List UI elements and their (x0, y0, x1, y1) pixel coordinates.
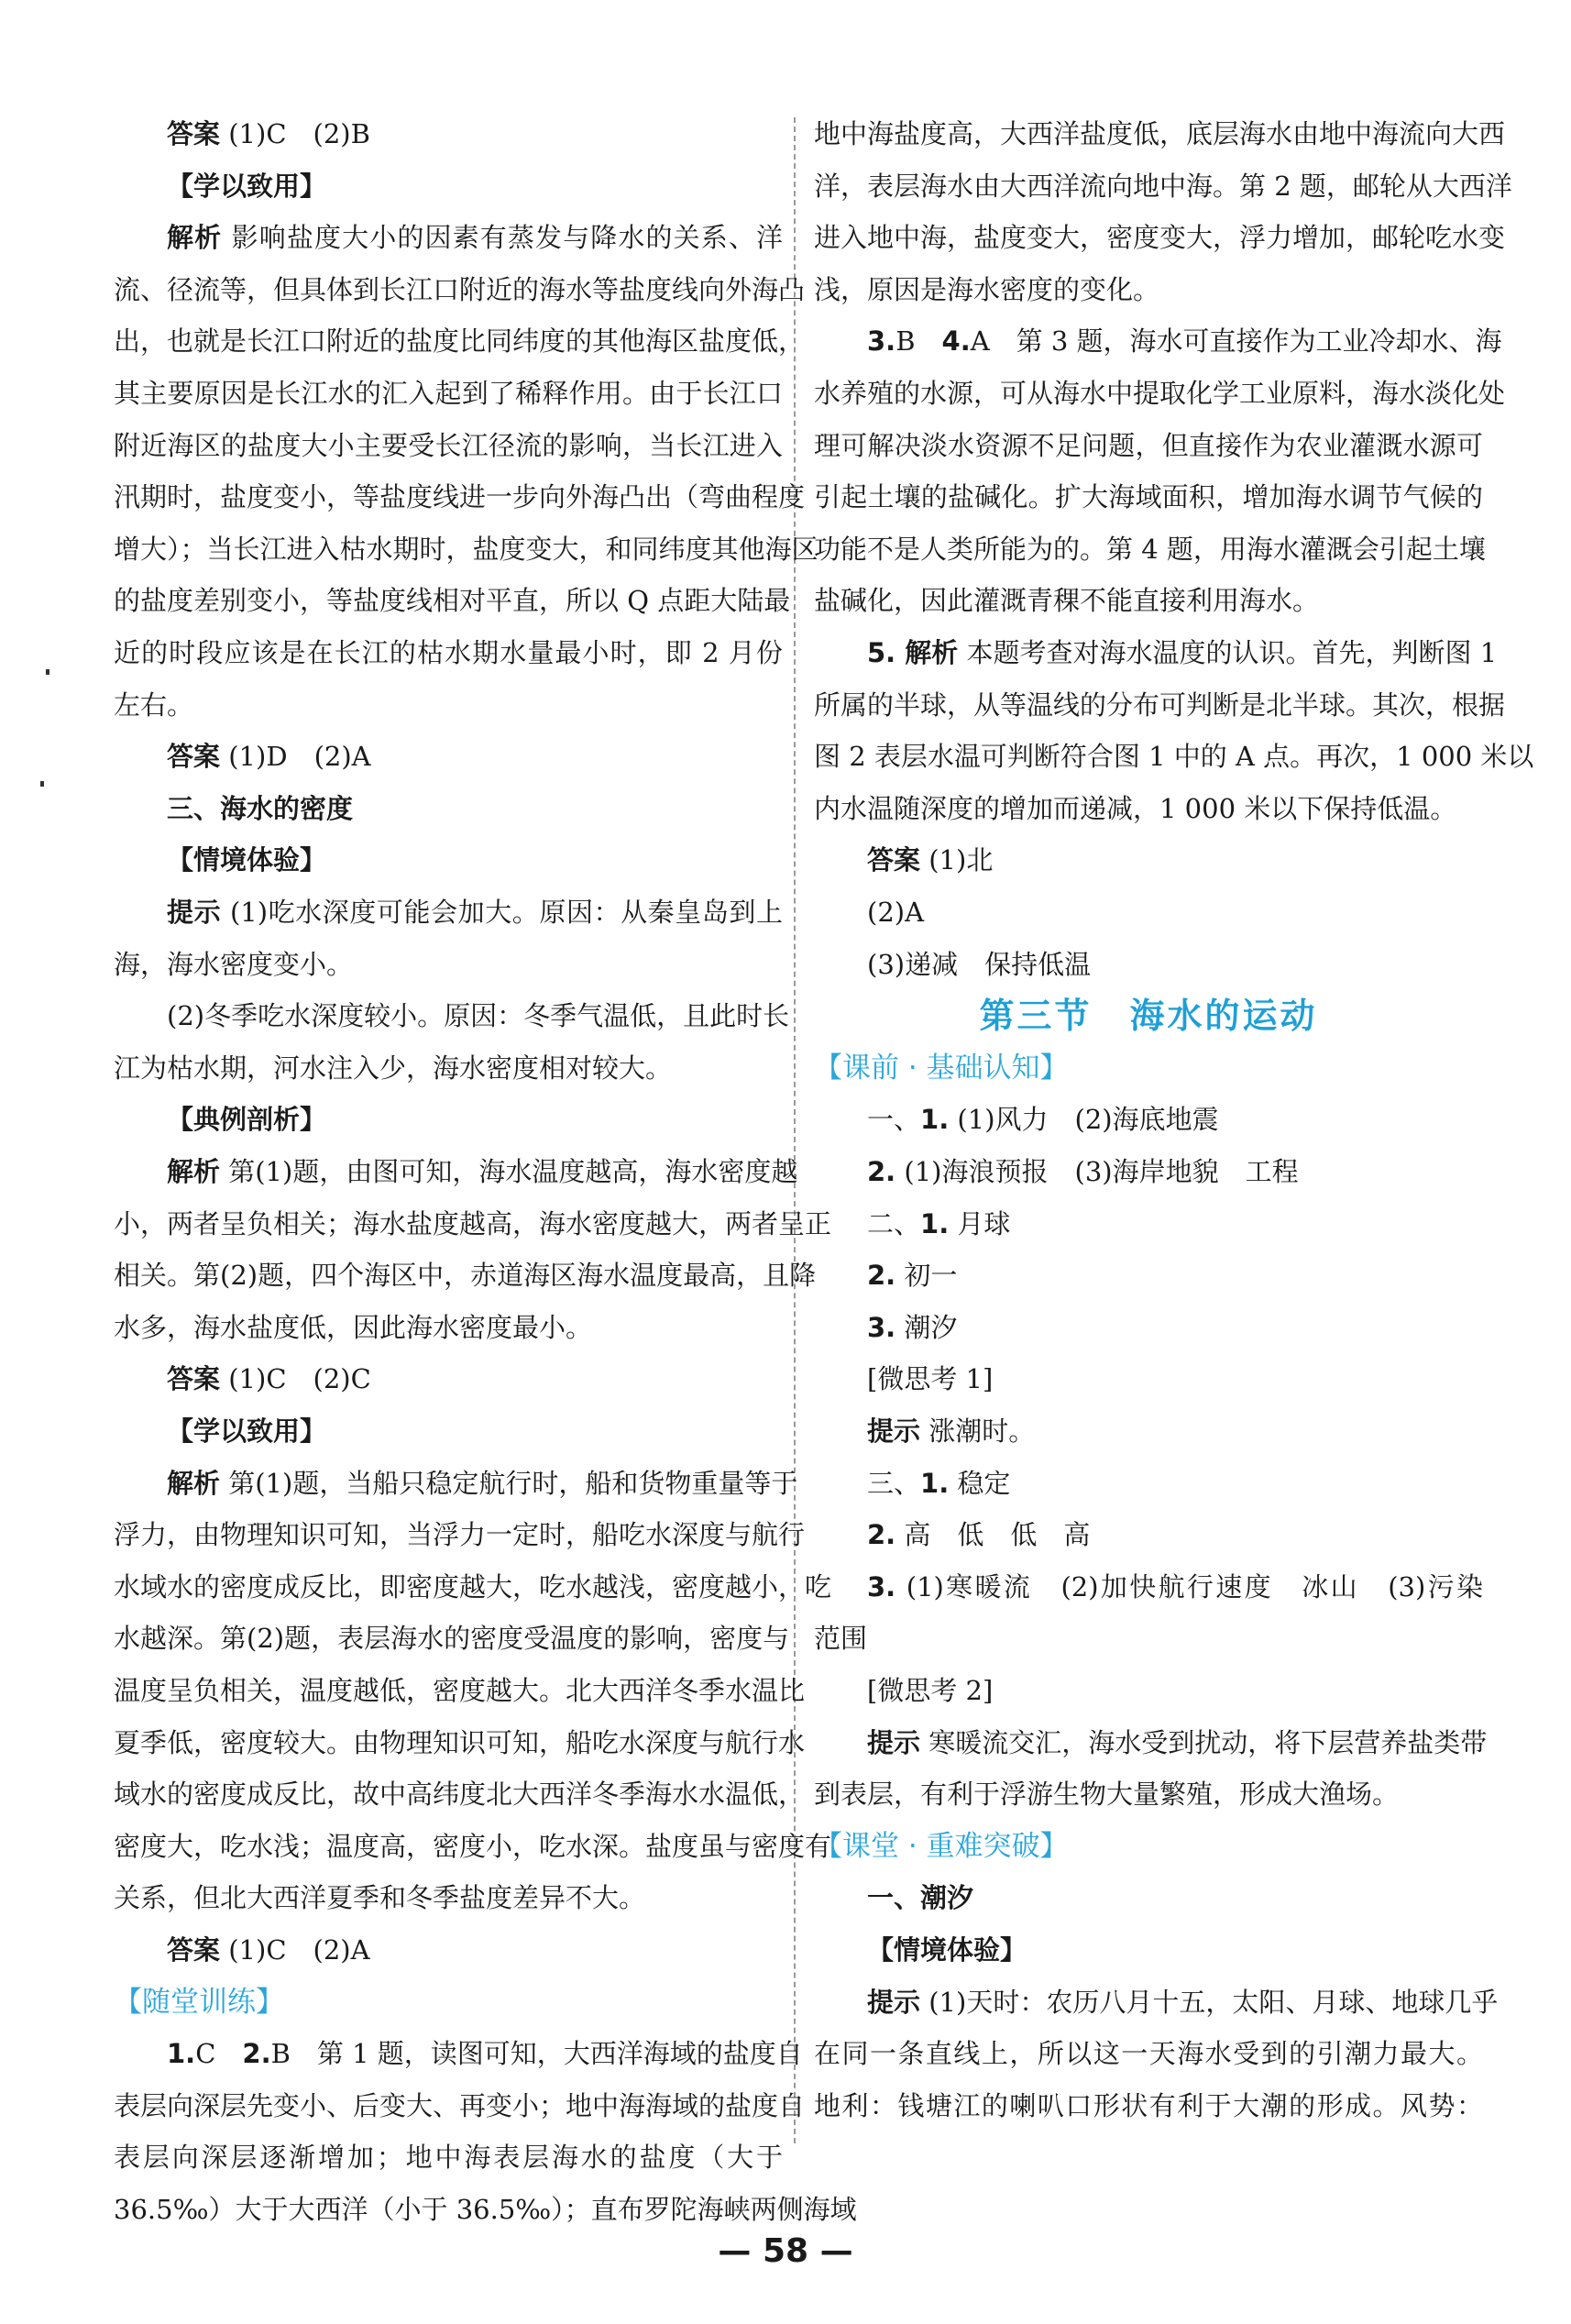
text-line (114, 1198, 832, 1250)
text-line (814, 1146, 1483, 1197)
line-text: 水养殖的水源，可从海水中提取化学工业原料，海水淡化处 (814, 378, 1506, 409)
text-line (814, 1405, 1483, 1457)
line-text: 第(1)题，由图可知，海水温度越高，海水密度越 (220, 1156, 798, 1187)
text-line (114, 1250, 817, 1301)
text-line (814, 1613, 1483, 1664)
text-line (114, 264, 806, 315)
line-text: A 第 3 题，海水可直接作为工业冷却水、海 (970, 325, 1502, 357)
text-line (814, 420, 1483, 471)
text-line (814, 523, 1486, 575)
line-text: 其主要原因是长江水的汇入起到了稀释作用。由于长江口 (114, 378, 783, 409)
line-text: B (895, 325, 942, 357)
line-text: 第(1)题，当船只稳定航行时，船和货物重量等于 (220, 1468, 798, 1499)
bold-label: 答案 (167, 118, 221, 149)
text-line (114, 1042, 783, 1094)
line-text: 三、 (867, 1468, 921, 1499)
text-line (114, 834, 783, 886)
line-text: B 第 1 题，读图可知，大西洋海域的盐度自 (270, 2038, 803, 2069)
text-line (814, 731, 1534, 782)
line-text: 密度大，吃水浅；温度高，密度小，吃水深。盐度虽与密度有 (114, 1831, 832, 1862)
line-text: [微思考 1] (867, 1363, 994, 1394)
text-line (114, 939, 783, 990)
line-text: 理可解决淡水资源不足问题，但直接作为农业灌溉水源可 (814, 430, 1483, 461)
bold-label: 【情境体验】 (167, 844, 327, 876)
text-line (114, 1872, 783, 1923)
line-text: 寒暖流交汇，海水受到扰动，将下层营养盐类带 (920, 1727, 1488, 1758)
bold-label: 答案 (867, 844, 921, 876)
line-text: 功能不是人类所能为的。第 4 题，用海水灌溉会引起土壤 (814, 534, 1486, 565)
text-line (114, 1405, 783, 1457)
text-line (114, 2080, 806, 2131)
text-line (814, 1768, 1483, 1820)
bold-label: 1. (920, 1468, 950, 1499)
text-line (814, 1458, 1483, 1509)
line-text: 域水的密度成反比，故中高纬度北大西洋冬季海水水温低， (114, 1779, 806, 1810)
line-text: 影响盐度大小的因素有蒸发与降水的关系、洋 (222, 222, 783, 253)
line-text: 到表层，有利于浮游生物大量繁殖，形成大渔场。 (814, 1779, 1400, 1810)
text-line (814, 1977, 1499, 2028)
line-text: [微思考 2] (867, 1675, 994, 1706)
text-line (114, 575, 791, 626)
bold-label: 解析 (167, 1156, 221, 1187)
bold-label: 3. (867, 325, 896, 357)
text-line (814, 1509, 1483, 1560)
line-text: 水域水的密度成反比，即密度越大，吃水越浅，密度越小，吃 (114, 1571, 832, 1603)
line-text: 出，也就是长江口附近的盐度比同纬度的其他海区盐度低， (114, 325, 806, 357)
bold-label: 提示 (867, 1987, 921, 2018)
text-line (814, 160, 1512, 212)
bold-label: 3. (867, 1312, 896, 1343)
bold-label: 3. (867, 1571, 896, 1603)
line-text: 增大）；当长江进入枯水期时，盐度变大，和同纬度其他海区 (114, 534, 818, 565)
text-line (114, 1353, 783, 1404)
line-text: 在同一条直线上，所以这一天海水受到的引潮力最大。 (814, 2038, 1483, 2069)
line-text: 地利：钱塘江的喇叭口形状有利于大潮的形成。风势： (814, 2090, 1483, 2121)
bold-label: 一、潮汐 (867, 1882, 974, 1913)
line-text: 相关。第(2)题，四个海区中，赤道海区海水温度最高，且降 (114, 1260, 817, 1291)
text-line (814, 627, 1498, 678)
line-text: 夏季低，密度较大。由物理知识可知，船吃水深度与航行水 (114, 1727, 806, 1758)
line-text: 流、径流等，但具体到长江口附近的海水等盐度线向外海凸 (114, 274, 806, 305)
text-line (114, 523, 818, 575)
line-text: (1)C (2)C (220, 1363, 371, 1394)
bold-label: 1. (920, 1208, 950, 1239)
text-line (814, 1353, 1483, 1404)
bold-label: 【学以致用】 (167, 171, 327, 202)
text-line (114, 315, 806, 367)
text-line (114, 1458, 798, 1509)
bold-label: 2. (867, 1156, 896, 1187)
line-text: 所属的半球，从等温线的分布可判断是北半球。其次，根据 (814, 689, 1506, 721)
bold-label: 三、海水的密度 (167, 793, 354, 824)
text-line (114, 2184, 857, 2235)
line-text: 月球 (949, 1208, 1011, 1239)
text-line (114, 1768, 806, 1820)
text-line (814, 679, 1506, 731)
text-line (114, 1509, 806, 1560)
text-line (814, 1924, 1483, 1976)
bold-label: 2. (867, 1519, 896, 1550)
line-text: 小，两者呈负相关；海水盐度越高，海水密度越大，两者呈正 (114, 1208, 832, 1239)
text-line (114, 160, 783, 212)
line-text: 附近海区的盐度大小主要受长江径流的影响，当长江进入 (114, 430, 783, 461)
line-text: (1)天时：农历八月十五，太阳、月球、地球几乎 (920, 1987, 1499, 2018)
text-line (114, 1924, 783, 1976)
text-line (114, 1561, 832, 1613)
text-line (114, 679, 783, 731)
line-text: (3)递减 保持低温 (867, 949, 1092, 980)
text-line (114, 627, 783, 678)
text-line (814, 108, 1506, 160)
bold-label: 1. (920, 1104, 950, 1135)
text-line (814, 1302, 1483, 1353)
line-text: (1)寒暖流 (2)加快航行速度 冰山 (3)污染 (895, 1571, 1483, 1603)
line-text: 的盐度差别变小，等盐度线相对平直，所以 Q 点距大陆最 (114, 585, 791, 616)
text-line (114, 1146, 798, 1197)
text-line (114, 1302, 783, 1353)
bold-label: 解析 (167, 222, 223, 253)
line-text: (1)D (2)A (220, 741, 371, 772)
line-text: C (195, 2038, 243, 2069)
line-text: 汛期时，盐度变小，等盐度线进一步向外海凸出（弯曲程度 (114, 481, 806, 512)
line-text: 稳定 (949, 1468, 1011, 1499)
text-line (114, 1613, 790, 1664)
line-text: 地中海盐度高，大西洋盐度低，底层海水由地中海流向大西 (814, 118, 1506, 149)
line-text: 江为枯水期，河水注入少，海水密度相对较大。 (114, 1052, 673, 1084)
bold-label: 4. (941, 325, 971, 357)
line-text: (2)冬季吃水深度较小。原因：冬季气温低，且此时长 (167, 1000, 790, 1031)
bold-label: 【情境体验】 (867, 1934, 1027, 1966)
line-text: 关系，但北大西洋夏季和冬季盐度差异不大。 (114, 1882, 646, 1913)
section-title: 第三节 海水的运动 (979, 995, 1318, 1036)
text-line (114, 108, 783, 160)
text-line (814, 368, 1506, 419)
line-text: 表层向深层逐渐增加；地中海表层海水的盐度（大于 (114, 2142, 783, 2173)
text-line (814, 2028, 1483, 2079)
line-text: 潮汐 (895, 1312, 958, 1343)
text-line (814, 1872, 1483, 1923)
text-line (814, 471, 1483, 523)
margin-mark (46, 669, 49, 675)
text-line (114, 783, 783, 834)
bold-label: 答案 (167, 1363, 221, 1394)
text-line (814, 1198, 1483, 1250)
line-text: 引起土壤的盐碱化。扩大海域面积，增加海水调节气候的 (814, 481, 1483, 512)
text-line (814, 1094, 1483, 1145)
line-text: (1)海浪预报 (3)海岸地貌 工程 (895, 1156, 1299, 1187)
bold-label: 2. (867, 1260, 896, 1291)
text-line (814, 315, 1502, 367)
text-line (814, 1717, 1488, 1768)
line-text: 水越深。第(2)题，表层海水的密度受温度的影响，密度与 (114, 1623, 790, 1654)
text-line (114, 990, 790, 1041)
text-line (814, 2080, 1483, 2131)
line-text: 【课前 · 基础认知】 (814, 1052, 1069, 1085)
bold-label: 答案 (167, 1934, 221, 1966)
bold-label: 1. (167, 2038, 196, 2069)
line-text: (1)C (2)B (220, 118, 370, 149)
line-text: 内水温随深度的增加而递减，1 000 米以下保持低温。 (814, 793, 1457, 824)
page-number: — 58 — (718, 2232, 853, 2270)
line-text: 涨潮时。 (920, 1415, 1036, 1447)
line-text: (1)吃水深度可能会加大。原因：从秦皇岛到上 (221, 897, 783, 928)
line-text: (1)C (2)A (220, 1934, 370, 1966)
line-text: 初一 (895, 1260, 958, 1291)
text-line (814, 1821, 1483, 1872)
line-text: (1)北 (920, 844, 994, 876)
line-text: 左右。 (114, 689, 194, 721)
margin-mark (40, 781, 44, 787)
text-line (114, 731, 783, 782)
line-text: 盐碱化，因此灌溉青稞不能直接利用海水。 (814, 585, 1320, 616)
line-text: 二、 (867, 1208, 921, 1239)
line-text: 【随堂训练】 (114, 1986, 284, 2019)
line-text: 海，海水密度变小。 (114, 949, 354, 980)
text-line (114, 368, 783, 419)
text-line (814, 783, 1483, 834)
line-text: 高 低 低 高 (895, 1519, 1091, 1550)
line-text: 范围 (814, 1623, 868, 1654)
text-line (114, 887, 783, 938)
line-text: (1)风力 (2)海底地震 (949, 1104, 1219, 1135)
text-line (114, 1717, 806, 1768)
text-line (114, 471, 806, 523)
line-text: (2)A (867, 897, 925, 928)
text-line (114, 2131, 783, 2183)
text-line (814, 1561, 1483, 1613)
line-text: 进入地中海，盐度变大，密度变大，浮力增加，邮轮吃水变 (814, 222, 1506, 253)
text-line (814, 1042, 1483, 1094)
line-text: 【课堂 · 重难突破】 (814, 1830, 1069, 1863)
text-line (814, 1250, 1483, 1301)
text-line (814, 1665, 1483, 1716)
bold-label: 【学以致用】 (167, 1415, 327, 1447)
text-line (814, 575, 1483, 626)
text-line (114, 1977, 783, 2028)
bold-label: 提示 (867, 1415, 921, 1447)
text-line (814, 887, 1483, 938)
bold-label: 5. 解析 (867, 637, 959, 668)
line-text: 36.5‰）大于大西洋（小于 36.5‰）；直布罗陀海峡两侧海域 (114, 2194, 857, 2225)
line-text: 温度呈负相关，温度越低，密度越大。北大西洋冬季水温比 (114, 1675, 806, 1706)
text-line (814, 939, 1483, 990)
text-line (114, 2028, 803, 2079)
line-text: 浅，原因是海水密度的变化。 (814, 274, 1160, 305)
line-text: 近的时段应该是在长江的枯水期水量最小时，即 2 月份 (114, 637, 783, 668)
text-line (114, 1821, 832, 1872)
text-line (114, 420, 783, 471)
text-line (114, 1665, 806, 1716)
text-line (114, 1094, 783, 1145)
line-text: 图 2 表层水温可判断符合图 1 中的 A 点。再次，1 000 米以 (814, 741, 1534, 772)
bold-label: 提示 (867, 1727, 921, 1758)
line-text: 水多，海水盐度低，因此海水密度最小。 (114, 1312, 593, 1343)
bold-label: 答案 (167, 741, 221, 772)
text-line (814, 212, 1506, 263)
line-text: 表层向深层先变小、后变大、再变小；地中海海域的盐度自 (114, 2090, 806, 2121)
line-text: 本题考查对海水温度的认识。首先，判断图 1 (958, 637, 1498, 668)
bold-label: 解析 (167, 1468, 221, 1499)
bold-label: 2. (242, 2038, 271, 2069)
line-text: 洋，表层海水由大西洋流向地中海。第 2 题，邮轮从大西洋 (814, 171, 1512, 202)
text-line (814, 834, 1483, 886)
text-line (114, 212, 783, 263)
text-line (814, 264, 1483, 315)
line-text: 一、 (867, 1104, 921, 1135)
bold-label: 提示 (167, 897, 222, 928)
bold-label: 【典例剖析】 (167, 1104, 327, 1135)
line-text: 浮力，由物理知识可知，当浮力一定时，船吃水深度与航行 (114, 1519, 806, 1550)
